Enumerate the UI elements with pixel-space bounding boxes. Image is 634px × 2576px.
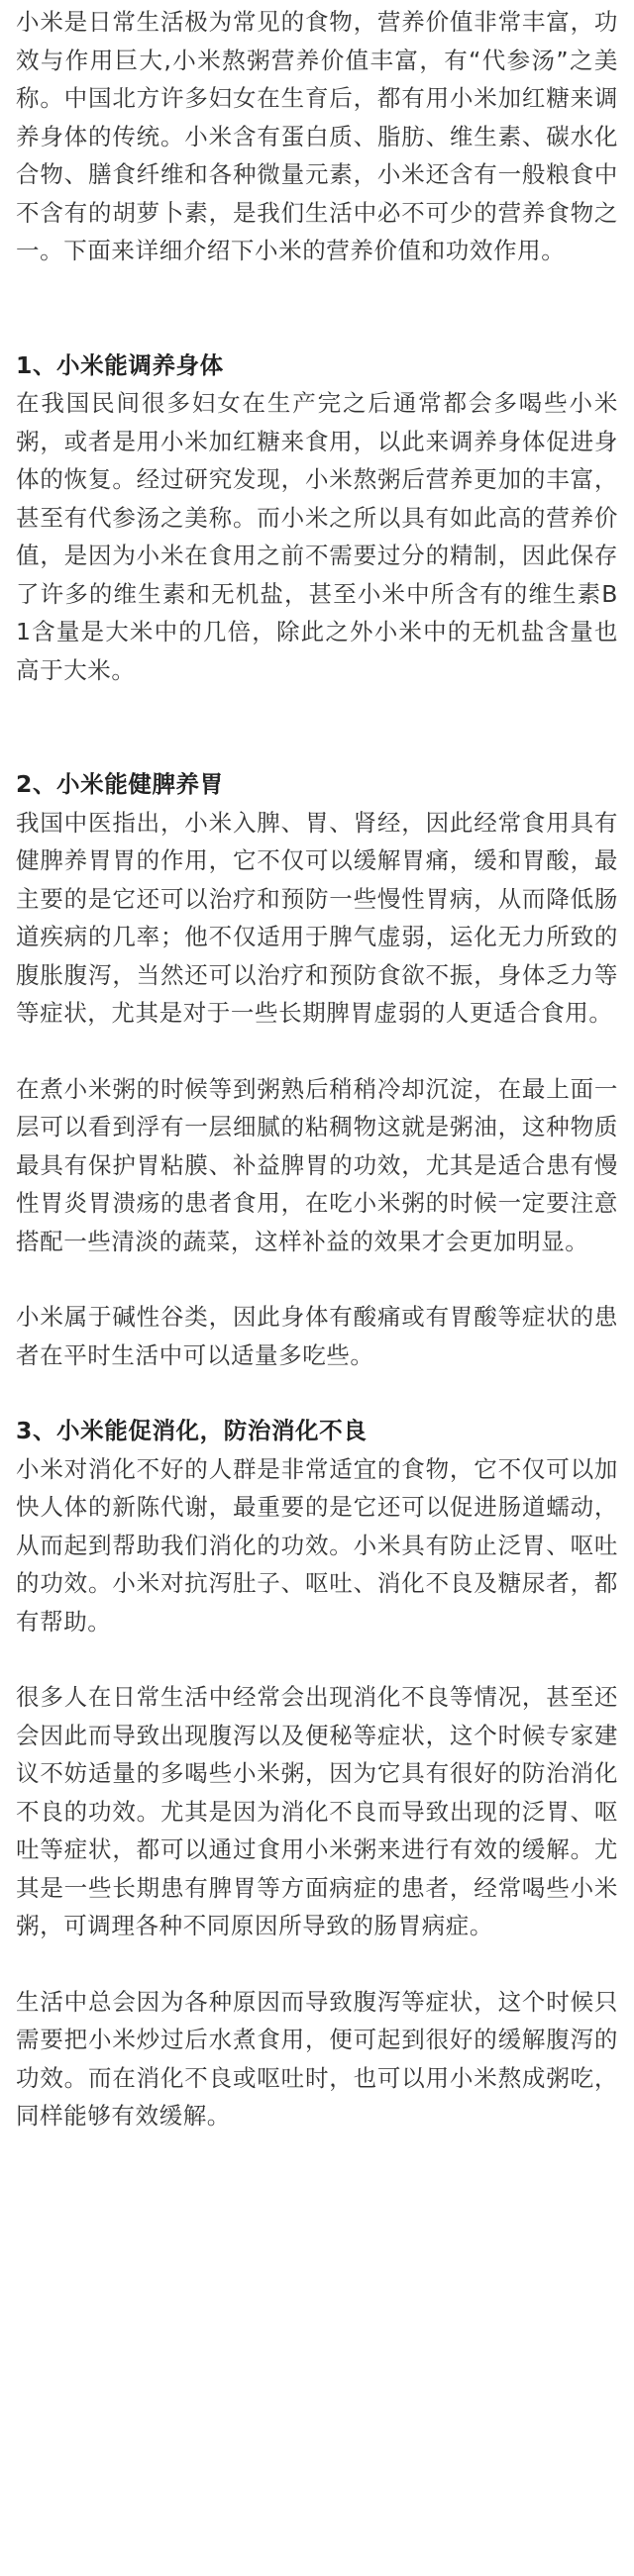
- spacer: [16, 689, 618, 765]
- section-3-paragraph-3: 生活中总会因为各种原因而导致腹泻等症状，这个时候只需要把小米炒过后水煮食用，便可起到很好的缓解腹泻的功效。而在消化不良或呕吐时，也可以用小米熬成粥吃，同样能够有效缓解。: [16, 1987, 618, 2130]
- section-3-paragraph-2: 很多人在日常生活中经常会出现消化不良等情况，甚至还会因此而导致出现腹泻以及便秘等症状，这个时候专家建议不妨适量的多喝些小米粥，因为它具有很好的防治消化不良的功效。尤其是因为消化不良而导致出现的泛胃、呕吐等症状，都可以通过食用小米粥来进行有效的缓解。尤其是一些长期患有脾胃等方面病症的患者，经常喝些小米粥，可调理各种不同原因所导致的肠胃病症。: [16, 1683, 618, 1939]
- section-heading-3: 3、小米能促消化，防治消化不良: [16, 1417, 368, 1444]
- spacer: [16, 270, 618, 347]
- spacer: [16, 1033, 618, 1070]
- section-1-paragraph-1: 在我国民间很多妇女在生产完之后通常都会多喝些小米粥，或者是用小米加红糖来食用，以此来调养身体促进身体的恢复。经过研究发现，小米熬粥后营养更加的丰富，甚至有代参汤之美称。而小米之所以具有如此高的营养价值，是因为小米在食用之前不需要过分的精制，因此保存了许多的维生素和无机盐，甚至小米中所含有的维生素B1含量是大米中的几倍，除此之外小米中的无机盐含量也高于大米。: [16, 389, 618, 684]
- section-heading-2: 2、小米能健脾养胃: [16, 770, 224, 798]
- section-heading-1: 1、小米能调养身体: [16, 350, 224, 379]
- section-2-paragraph-2: 在煮小米粥的时候等到粥熟后稍稍冷却沉淀，在最上面一层可以看到浮有一层细腻的粘稠物这就是粥油，这种物质最具有保护胃粘膜、补益脾胃的功效，尤其是适合患有慢性胃炎胃溃疡的患者食用，在吃小米粥的时候一定要注意搭配一些清淡的蔬菜，这样补益的效果才会更加明显。: [16, 1074, 618, 1255]
- spacer: [16, 1640, 618, 1678]
- section-3-paragraph-1: 小米对消化不好的人群是非常适宜的食物，它不仅可以加快人体的新陈代谢，最重要的是它还可以促进肠道蠕动，从而起到帮助我们消化的功效。小米具有防止泛胃、呕吐的功效。小米对抗泻肚子、呕吐、消化不良及糖尿者，都有帮助。: [16, 1454, 618, 1635]
- section-2-paragraph-3: 小米属于碱性谷类，因此身体有酸痛或有胃酸等症状的患者在平时生活中可以适量多吃些。: [16, 1303, 618, 1369]
- spacer: [16, 1374, 618, 1412]
- spacer: [16, 1260, 618, 1298]
- spacer: [16, 1945, 618, 1983]
- intro-paragraph: 小米是日常生活极为常见的食物，营养价值非常丰富，功效与作用巨大,小米熬粥营养价值丰富，有“代参汤”之美称。中国北方许多妇女在生育后，都有用小米加红糖来调养身体的传统。小米含有蛋白质、脂肪、维生素、碳水化合物、膳食纤维和各种微量元素，小米还含有一般粮食中不含有的胡萝卜素，是我们生活中必不可少的营养食物之一。下面来详细介绍下小米的营养价值和功效作用。: [16, 8, 618, 264]
- section-2-paragraph-1: 我国中医指出，小米入脾、胃、肾经，因此经常食用具有健脾养胃胃的作用，它不仅可以缓解胃痛，缓和胃酸，最主要的是它还可以治疗和预防一些慢性胃病，从而降低肠道疾病的几率；他不仅适用于脾气虚弱，运化无力所致的腹胀腹泻，当然还可以治疗和预防食欲不振，身体乏力等等症状，尤其是对于一些长期脾胃虚弱的人更适合食用。: [16, 808, 618, 1027]
